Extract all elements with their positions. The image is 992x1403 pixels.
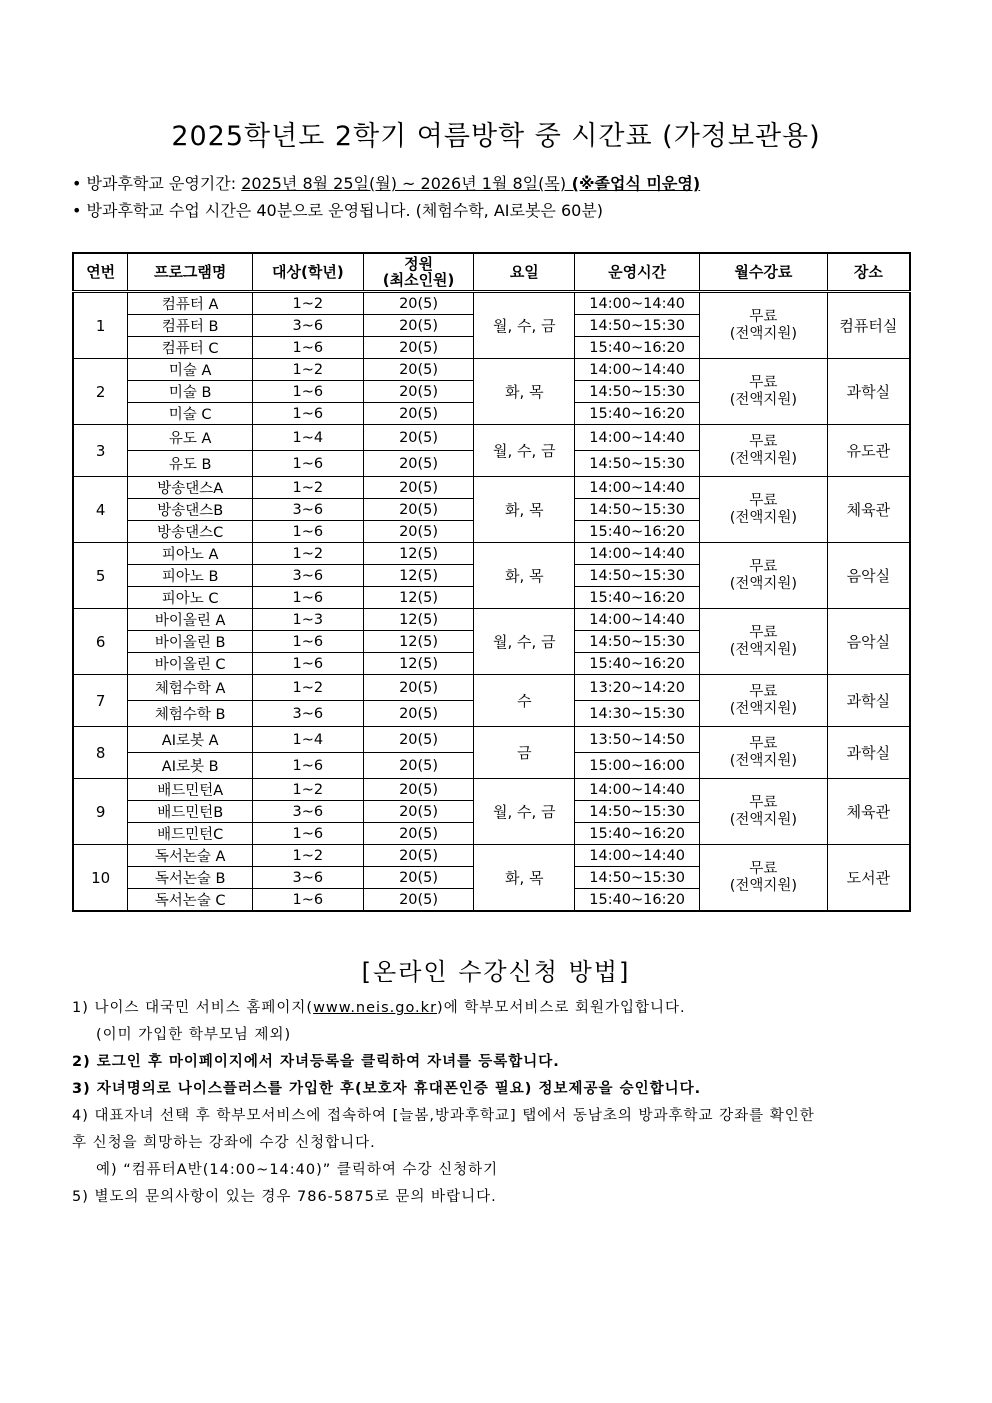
row-number: 7 — [73, 675, 128, 727]
class-place: 컴퓨터실 — [827, 292, 910, 359]
capacity: 20(5) — [363, 403, 474, 425]
header-no: 연번 — [73, 253, 128, 292]
program-name: AI로봇 B — [128, 753, 253, 779]
monthly-fee — [700, 425, 828, 477]
class-days: 화, 목 — [474, 477, 575, 543]
fee-support: (전액지원) — [729, 752, 798, 769]
capacity: 20(5) — [363, 451, 474, 477]
capacity: 20(5) — [363, 292, 474, 315]
info-bullets — [72, 170, 700, 224]
step-1 — [72, 995, 924, 1022]
program-name: 컴퓨터 C — [128, 337, 253, 359]
class-days: 월, 수, 금 — [474, 779, 575, 845]
fee-free: 무료 — [749, 433, 778, 450]
table-row — [73, 477, 910, 499]
fee-support: (전액지원) — [729, 575, 798, 592]
capacity: 12(5) — [363, 565, 474, 587]
capacity: 20(5) — [363, 337, 474, 359]
class-time: 14:50~15:30 — [575, 499, 700, 521]
row-number: 4 — [73, 477, 128, 543]
program-name: 배드민턴C — [128, 823, 253, 845]
capacity: 20(5) — [363, 499, 474, 521]
class-place: 체육관 — [827, 477, 910, 543]
fee-free: 무료 — [749, 860, 778, 877]
step-4-example: 예) “컴퓨터A반(14:00~14:40)” 클릭하여 수강 신청하기 — [96, 1162, 499, 1178]
class-time: 15:40~16:20 — [575, 823, 700, 845]
class-time: 14:30~15:30 — [575, 701, 700, 727]
header-capacity-main: 정원 — [404, 255, 434, 273]
capacity: 20(5) — [363, 753, 474, 779]
program-name: 유도 B — [128, 451, 253, 477]
bullet-period — [72, 170, 700, 197]
class-time: 14:50~15:30 — [575, 381, 700, 403]
class-time: 14:50~15:30 — [575, 867, 700, 889]
fee-free: 무료 — [749, 624, 778, 641]
fee-free: 무료 — [749, 735, 778, 752]
step-1-text-a: 1) 나이스 대국민 서비스 홈페이지( — [72, 1000, 314, 1016]
program-name: 컴퓨터 B — [128, 315, 253, 337]
class-time: 14:00~14:40 — [575, 477, 700, 499]
fee-support: (전액지원) — [729, 391, 798, 408]
class-place: 유도관 — [827, 425, 910, 477]
program-name: 바이올린 B — [128, 631, 253, 653]
row-number: 10 — [73, 845, 128, 912]
target-grade: 1~6 — [252, 753, 363, 779]
monthly-fee — [700, 477, 828, 543]
class-time: 14:00~14:40 — [575, 845, 700, 867]
fee-free: 무료 — [749, 492, 778, 509]
class-place: 과학실 — [827, 727, 910, 779]
row-number: 2 — [73, 359, 128, 425]
target-grade: 1~6 — [252, 451, 363, 477]
target-grade: 1~6 — [252, 823, 363, 845]
class-time: 13:50~14:50 — [575, 727, 700, 753]
program-name: 미술 C — [128, 403, 253, 425]
class-time: 15:40~16:20 — [575, 521, 700, 543]
monthly-fee — [700, 292, 828, 359]
program-name: 방송댄스B — [128, 499, 253, 521]
table-header-row — [73, 253, 910, 292]
header-capacity — [363, 253, 474, 292]
fee-free: 무료 — [749, 308, 778, 325]
program-name: 컴퓨터 A — [128, 292, 253, 315]
row-number: 9 — [73, 779, 128, 845]
section-title: [온라인 수강신청 방법] — [361, 958, 631, 986]
fee-support: (전액지원) — [729, 811, 798, 828]
table-row — [73, 425, 910, 451]
class-time: 15:00~16:00 — [575, 753, 700, 779]
table-row — [73, 359, 910, 381]
capacity: 12(5) — [363, 609, 474, 631]
fee-support: (전액지원) — [729, 877, 798, 894]
program-name: 피아노 C — [128, 587, 253, 609]
class-place: 도서관 — [827, 845, 910, 912]
class-days: 화, 목 — [474, 543, 575, 609]
class-time: 14:50~15:30 — [575, 565, 700, 587]
class-days: 화, 목 — [474, 359, 575, 425]
class-days: 월, 수, 금 — [474, 292, 575, 359]
class-days: 월, 수, 금 — [474, 609, 575, 675]
capacity: 12(5) — [363, 543, 474, 565]
table-row — [73, 727, 910, 753]
target-grade: 1~2 — [252, 543, 363, 565]
class-place: 음악실 — [827, 609, 910, 675]
capacity: 20(5) — [363, 889, 474, 912]
class-place: 음악실 — [827, 543, 910, 609]
period-label: 방과후학교 운영기간: — [86, 174, 242, 193]
class-days: 화, 목 — [474, 845, 575, 912]
class-time: 14:50~15:30 — [575, 315, 700, 337]
step-4b: 후 신청을 희망하는 강좌에 수강 신청합니다. — [72, 1135, 376, 1151]
target-grade: 1~6 — [252, 587, 363, 609]
row-number: 1 — [73, 292, 128, 359]
target-grade: 1~2 — [252, 477, 363, 499]
monthly-fee — [700, 543, 828, 609]
header-grade: 대상(학년) — [252, 253, 363, 292]
target-grade: 1~4 — [252, 425, 363, 451]
class-days: 월, 수, 금 — [474, 425, 575, 477]
class-time: 15:40~16:20 — [575, 587, 700, 609]
fee-free: 무료 — [749, 683, 778, 700]
row-number: 6 — [73, 609, 128, 675]
target-grade: 1~2 — [252, 779, 363, 801]
program-name: 방송댄스C — [128, 521, 253, 543]
program-name: 독서논술 C — [128, 889, 253, 912]
target-grade: 1~3 — [252, 609, 363, 631]
step-2: 2) 로그인 후 마이페이지에서 자녀등록을 클릭하여 자녀를 등록합니다. — [72, 1054, 560, 1070]
fee-free: 무료 — [749, 374, 778, 391]
class-time: 15:40~16:20 — [575, 337, 700, 359]
header-days: 요일 — [474, 253, 575, 292]
capacity: 20(5) — [363, 521, 474, 543]
header-time: 운영시간 — [575, 253, 700, 292]
capacity: 20(5) — [363, 477, 474, 499]
schedule-body — [73, 292, 910, 912]
table-row — [73, 292, 910, 315]
fee-support: (전액지원) — [729, 325, 798, 342]
target-grade: 1~6 — [252, 653, 363, 675]
target-grade: 1~6 — [252, 521, 363, 543]
target-grade: 1~6 — [252, 631, 363, 653]
class-time: 14:00~14:40 — [575, 292, 700, 315]
bullet-dot: • — [72, 201, 87, 220]
monthly-fee — [700, 675, 828, 727]
bullet-dot: • — [72, 174, 87, 193]
target-grade: 1~2 — [252, 845, 363, 867]
target-grade: 3~6 — [252, 701, 363, 727]
program-name: 바이올린 A — [128, 609, 253, 631]
target-grade: 3~6 — [252, 499, 363, 521]
program-name: 피아노 A — [128, 543, 253, 565]
class-days: 수 — [474, 675, 575, 727]
header-fee: 월수강료 — [700, 253, 828, 292]
table-row — [73, 609, 910, 631]
class-days: 금 — [474, 727, 575, 779]
program-name: 체험수학 A — [128, 675, 253, 701]
program-name: 바이올린 C — [128, 653, 253, 675]
row-number: 3 — [73, 425, 128, 477]
class-time: 14:00~14:40 — [575, 543, 700, 565]
step-1-text-b: )에 학부모서비스로 회원가입합니다. — [437, 1000, 686, 1016]
capacity: 20(5) — [363, 867, 474, 889]
schedule-table — [72, 252, 911, 912]
class-time: 13:20~14:20 — [575, 675, 700, 701]
capacity: 20(5) — [363, 381, 474, 403]
header-capacity-min: (최소인원) — [382, 271, 455, 289]
program-name: 미술 B — [128, 381, 253, 403]
signup-steps — [72, 995, 924, 1211]
bullet-class-time — [72, 197, 700, 224]
capacity: 12(5) — [363, 631, 474, 653]
capacity: 20(5) — [363, 727, 474, 753]
target-grade: 1~2 — [252, 675, 363, 701]
class-time: 14:00~14:40 — [575, 425, 700, 451]
target-grade: 3~6 — [252, 315, 363, 337]
program-name: 유도 A — [128, 425, 253, 451]
capacity: 20(5) — [363, 801, 474, 823]
program-name: 피아노 B — [128, 565, 253, 587]
target-grade: 1~6 — [252, 337, 363, 359]
fee-support: (전액지원) — [729, 509, 798, 526]
target-grade: 1~2 — [252, 359, 363, 381]
class-time: 14:00~14:40 — [575, 779, 700, 801]
fee-support: (전액지원) — [729, 641, 798, 658]
fee-free: 무료 — [749, 558, 778, 575]
class-time: 14:50~15:30 — [575, 451, 700, 477]
capacity: 20(5) — [363, 845, 474, 867]
row-number: 5 — [73, 543, 128, 609]
target-grade: 1~6 — [252, 381, 363, 403]
period-dates: 2025년 8월 25일(월) ~ 2026년 1월 8일(목) — [241, 174, 567, 193]
fee-support: (전액지원) — [729, 450, 798, 467]
class-time: 15:40~16:20 — [575, 889, 700, 912]
class-time: 14:50~15:30 — [575, 631, 700, 653]
monthly-fee — [700, 359, 828, 425]
target-grade: 1~2 — [252, 292, 363, 315]
monthly-fee — [700, 727, 828, 779]
capacity: 20(5) — [363, 675, 474, 701]
capacity: 12(5) — [363, 587, 474, 609]
neis-link[interactable]: www.neis.go.kr — [313, 1000, 438, 1016]
step-4a: 4) 대표자녀 선택 후 학부모서비스에 접속하여 [늘봄,방과후학교] 탭에서 동남초의 방과후학교 강좌를 확인한 — [72, 1108, 815, 1124]
class-time: 15:40~16:20 — [575, 653, 700, 675]
program-name: 배드민턴B — [128, 801, 253, 823]
target-grade: 3~6 — [252, 565, 363, 587]
program-name: 방송댄스A — [128, 477, 253, 499]
target-grade: 1~6 — [252, 403, 363, 425]
row-number: 8 — [73, 727, 128, 779]
capacity: 20(5) — [363, 425, 474, 451]
capacity: 20(5) — [363, 823, 474, 845]
table-row — [73, 845, 910, 867]
class-time-text: 방과후학교 수업 시간은 40분으로 운영됩니다. (체험수학, AI로봇은 60분) — [86, 201, 604, 220]
monthly-fee — [700, 845, 828, 912]
target-grade: 3~6 — [252, 801, 363, 823]
header-program: 프로그램명 — [128, 253, 253, 292]
capacity: 20(5) — [363, 359, 474, 381]
class-time: 14:50~15:30 — [575, 801, 700, 823]
page-title: 2025학년도 2학기 여름방학 중 시간표 (가정보관용) — [171, 121, 821, 152]
capacity: 20(5) — [363, 315, 474, 337]
program-name: AI로봇 A — [128, 727, 253, 753]
class-place: 과학실 — [827, 675, 910, 727]
class-place: 체육관 — [827, 779, 910, 845]
capacity: 12(5) — [363, 653, 474, 675]
program-name: 독서논술 A — [128, 845, 253, 867]
target-grade: 1~6 — [252, 889, 363, 912]
fee-free: 무료 — [749, 794, 778, 811]
table-row — [73, 779, 910, 801]
period-note: (※졸업식 미운영) — [566, 174, 701, 193]
fee-support: (전액지원) — [729, 700, 798, 717]
header-place: 장소 — [827, 253, 910, 292]
step-1-sub: (이미 가입한 학부모님 제외) — [96, 1027, 292, 1043]
capacity: 20(5) — [363, 779, 474, 801]
program-name: 미술 A — [128, 359, 253, 381]
target-grade: 3~6 — [252, 867, 363, 889]
class-time: 15:40~16:20 — [575, 403, 700, 425]
target-grade: 1~4 — [252, 727, 363, 753]
table-row — [73, 675, 910, 701]
step-3: 3) 자녀명의로 나이스플러스를 가입한 후(보호자 휴대폰인증 필요) 정보제공을 승인합니다. — [72, 1081, 702, 1097]
capacity: 20(5) — [363, 701, 474, 727]
program-name: 독서논술 B — [128, 867, 253, 889]
monthly-fee — [700, 779, 828, 845]
class-place: 과학실 — [827, 359, 910, 425]
monthly-fee — [700, 609, 828, 675]
table-row — [73, 543, 910, 565]
program-name: 체험수학 B — [128, 701, 253, 727]
class-time: 14:00~14:40 — [575, 359, 700, 381]
program-name: 배드민턴A — [128, 779, 253, 801]
class-time: 14:00~14:40 — [575, 609, 700, 631]
step-5: 5) 별도의 문의사항이 있는 경우 786-5875로 문의 바랍니다. — [72, 1189, 497, 1205]
